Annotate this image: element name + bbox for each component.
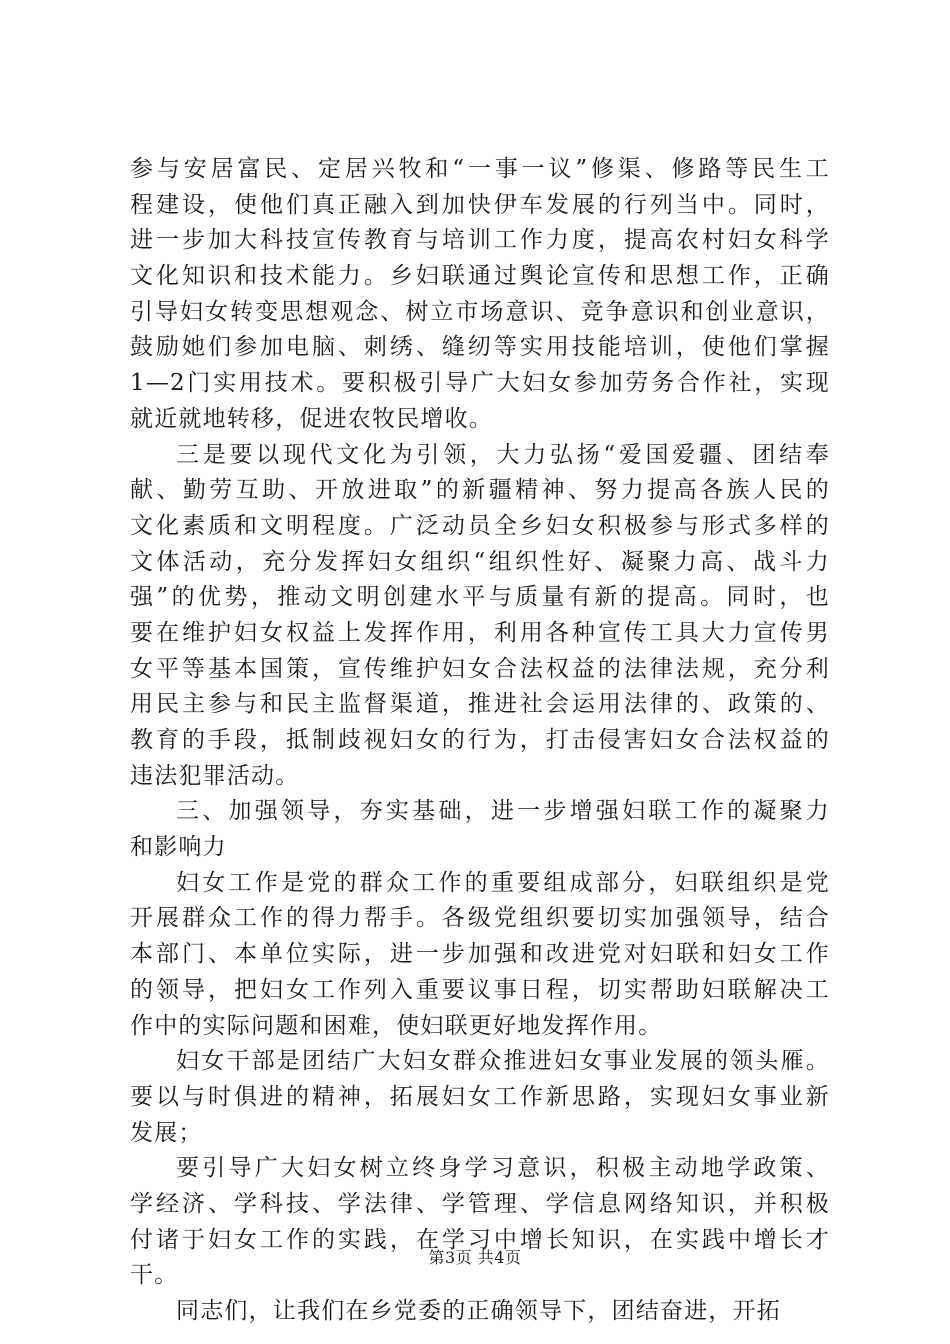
text-line: 教育的手段，抵制歧视妇女的行为，打击侵害妇女合法权益的 — [130, 727, 830, 753]
text-line: 要以与时俱进的精神，拓展妇女工作新思路，实现妇女事业新 — [130, 1083, 830, 1110]
text-line: 女平等基本国策，宣传维护妇女合法权益的法律法规，充分利 — [130, 655, 830, 682]
text-line: 干。 — [130, 1262, 179, 1289]
text-line: 1—2门实用技术。要积极引导广大妇女参加劳务合作社，实现 — [130, 370, 830, 397]
text-line: 文体活动，充分发挥妇女组织“组织性好、凝聚力高、战斗力 — [130, 548, 830, 575]
text-line: 学经济、学科技、学法律、学管理、学信息网络知识，并积极 — [130, 1190, 830, 1217]
paragraph — [130, 152, 830, 438]
text-line: 进一步加大科技宣传教育与培训工作力度，提高农村妇女科学 — [130, 227, 830, 254]
body-text — [130, 152, 830, 1330]
text-line: 三、加强领导，夯实基础，进一步增强妇联工作的凝聚力 — [176, 798, 830, 825]
text-line: 违法犯罪活动。 — [130, 762, 300, 789]
paragraph — [130, 794, 830, 865]
text-line: 程建设，使他们真正融入到加快伊车发展的行列当中。同时， — [130, 191, 830, 218]
text-line: 要引导广大妇女树立终身学习意识，积极主动地学政策、 — [176, 1155, 830, 1182]
text-line: 引导妇女转变思想观念、树立市场意识、竞争意识和创业意识， — [130, 298, 830, 325]
paragraph — [130, 1044, 830, 1151]
text-line: 要在维护妇女权益上发挥作用，利用各种宣传工具大力宣传男 — [130, 619, 830, 646]
text-line: 发展； — [130, 1119, 203, 1146]
paragraph — [130, 1294, 830, 1330]
text-line: 献、勤劳互助、开放进取”的新疆精神、努力提高各族人民的 — [130, 477, 830, 504]
text-line: 文化素质和文明程度。广泛动员全乡妇女积极参与形式多样的 — [130, 512, 830, 539]
text-line: 三是要以现代文化为引领，大力弘扬“爱国爱疆、团结奉 — [176, 441, 830, 468]
text-line: 文化知识和技术能力。乡妇联通过舆论宣传和思想工作，正确 — [130, 263, 830, 290]
text-line: 和影响力 — [130, 834, 227, 861]
text-line: 鼓励她们参加电脑、刺绣、缝纫等实用技能培训，使他们掌握 — [130, 334, 830, 361]
paragraph — [130, 438, 830, 795]
text-line: 妇女工作是党的群众工作的重要组成部分，妇联组织是党 — [176, 869, 830, 896]
text-line: 同志们，让我们在乡党委的正确领导下，团结奋进，开拓 — [176, 1298, 781, 1324]
text-line: 开展群众工作的得力帮手。各级党组织要切实加强领导，结合 — [130, 905, 830, 932]
text-line: 本部门、本单位实际，进一步加强和改进党对妇联和妇女工作 — [130, 941, 830, 968]
text-line: 参与安居富民、定居兴牧和“一事一议”修渠、修路等民生工 — [130, 156, 830, 182]
paragraph — [130, 866, 830, 1044]
text-line: 强”的优势，推动文明创建水平与质量有新的提高。同时，也 — [130, 584, 830, 611]
text-line: 妇女干部是团结广大妇女群众推进妇女事业发展的领头雁。 — [176, 1048, 830, 1075]
text-line: 用民主参与和民主监督渠道，推进社会运用法律的、政策的、 — [130, 691, 830, 718]
page-footer: 第3页 共4页 — [428, 1248, 522, 1267]
text-line: 付诸于妇女工作的实践，在学习中增长知识，在实践中增长才 — [130, 1226, 830, 1253]
text-line: 作中的实际问题和困难，使妇联更好地发挥作用。 — [130, 1012, 663, 1039]
text-line: 就近就地转移，促进农牧民增收。 — [130, 405, 493, 432]
paragraph — [130, 1151, 830, 1294]
text-line: 的领导，把妇女工作列入重要议事日程，切实帮助妇联解决工 — [130, 976, 830, 1003]
